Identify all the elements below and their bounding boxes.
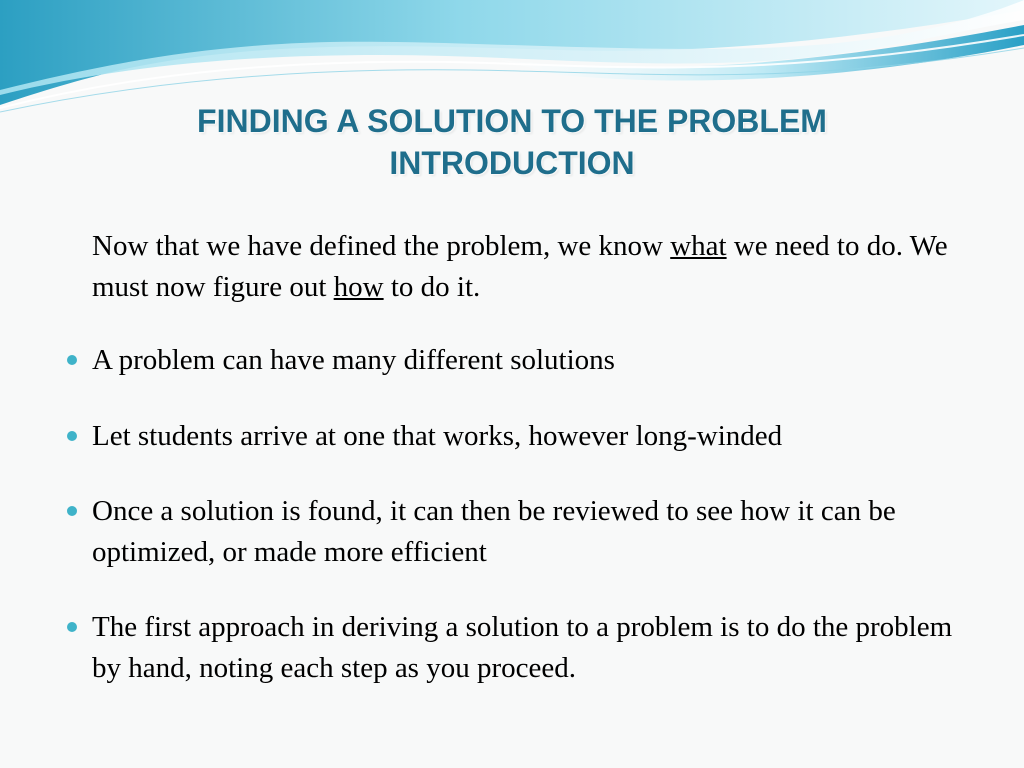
intro-emphasis-what: what	[670, 230, 727, 262]
bullet-text: A problem can have many different solutions	[92, 344, 615, 376]
bullet-item	[92, 416, 972, 457]
intro-text-part-2: we need to do. We must now figure out	[92, 230, 948, 303]
bullet-text: Let students arrive at one that works, however long-winded	[92, 420, 783, 452]
bullet-dot-icon	[67, 355, 77, 365]
title-line-2: INTRODUCTION	[389, 145, 635, 181]
slide-title	[0, 100, 1024, 184]
bullet-dot-icon	[67, 431, 77, 441]
intro-text-part-3: to do it.	[383, 271, 481, 303]
title-line-1: FINDING A SOLUTION TO THE PROBLEM	[197, 103, 827, 139]
intro-paragraph	[92, 226, 972, 308]
bullet-dot-icon	[67, 506, 77, 516]
bullet-text: The first approach in deriving a solution to a problem is to do the problem by hand, noting each step as you proceed.	[92, 611, 953, 684]
intro-emphasis-how: how	[333, 271, 384, 303]
bullet-item	[92, 607, 972, 689]
intro-text-part-1: Now that we have defined the problem, we know	[92, 230, 671, 262]
bullet-text: Once a solution is found, it can then be reviewed to see how it can be optimized, or made more efficient	[92, 495, 896, 568]
bullet-item	[92, 491, 972, 573]
bullet-item	[92, 340, 972, 381]
bullet-dot-icon	[67, 622, 77, 632]
